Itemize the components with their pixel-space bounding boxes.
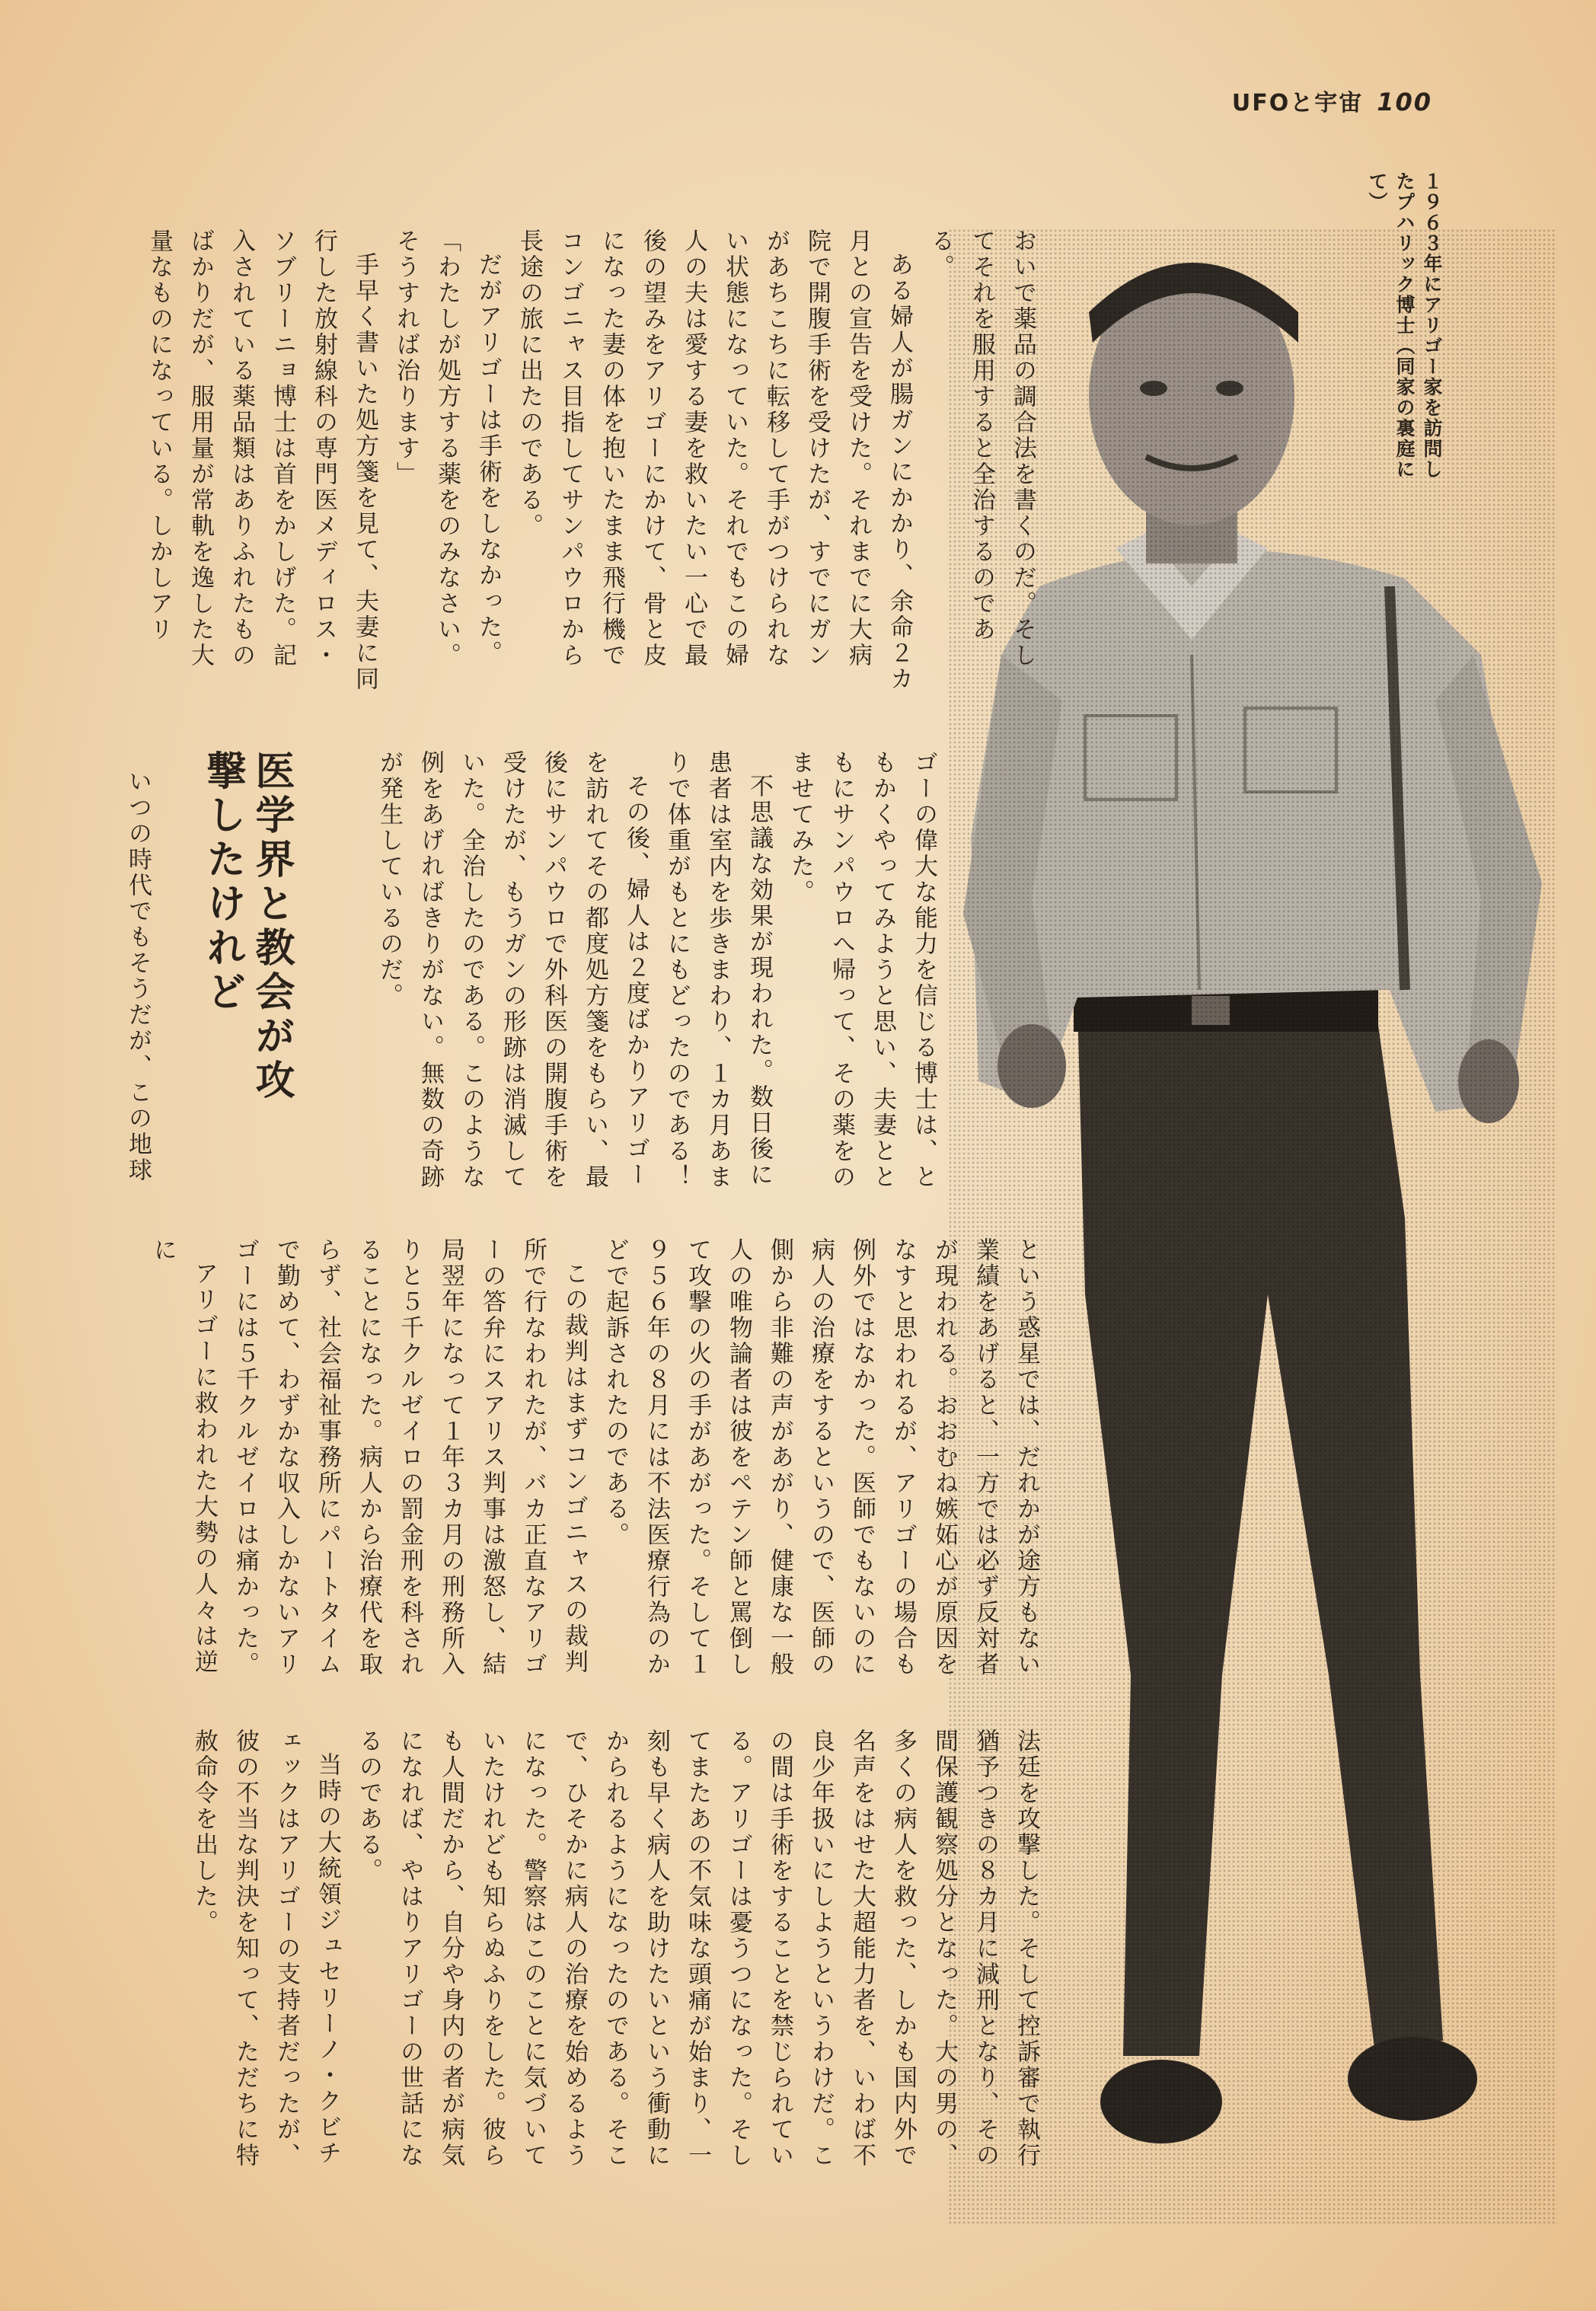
paragraph: アリゴーに救われた大勢の人々は逆に (149, 1237, 218, 1675)
paragraph: 手早く書いた処方箋を見て、夫妻に同行した放射線科の専門医メディロス・ソブリーニョ博士は首をかしげた。記入されている薬品類はありふれたものばかりだが、服用量が常軌を逸した大量なものになっている。しかしアリ (145, 228, 378, 692)
photo-caption: １９６３年にアリゴー家を訪問したプハリック博士（同家の裏庭にて） (1366, 171, 1443, 480)
page-header (1232, 84, 1432, 117)
page-number: 100 (1377, 88, 1432, 117)
lower-left-intro (113, 769, 158, 1211)
paragraph: ゴーの偉大な能力を信じる博士は、ともかくやってみようと思い、夫妻とともにサンパウロへ帰って、その薬をのませてみた。 (787, 750, 937, 1190)
magazine-title: UFOと宇宙 (1231, 90, 1364, 117)
paragraph: おいで薬品の調合法を書くのだ。そしてそれを服用すると全治するのである。 (927, 228, 1036, 669)
upper-left-text-block (114, 228, 1043, 693)
quote: 「わたしが処方する薬をのみなさい。そうすれば治ります」 (392, 228, 461, 669)
paragraph: その後、婦人は２度ばかりアリゴーを訪れてその都度処方箋をもらい、最後にサンパウロで外科医の開腹手術を受けたが、もうガンの形跡は消滅していた。全治したのである。このような例をあげればきりがない。無数の奇跡が発生しているのだ。 (375, 750, 650, 1190)
paragraph: 法廷を攻撃した。そして控訴審で執行猶予つきの８カ月に減刑となり、その間保護観察処分となった。大の男の、多くの病人を救った、しかも国内外で名声をはせた大超能力者を、いわば不良少年扱いにしようというわけだ。この間は手術をすることを禁じられている。アリゴーは憂うつになった。そしてまたあの不気味な頭痛が始まり、一刻も早く病人を助けたいという衝動にかられるようになったのである。そこで、ひそかに病人の治療を始めるようになった。警察はこのことに気づいていたけれども知らぬふりをした。彼らも人間だから、自分や身内の者が病気になれば、やはりアリゴーの世話になるのである。 (355, 1728, 1040, 2169)
upper-mid-text-block (335, 750, 944, 1199)
section-heading: 医学界と教会が攻撃したけれど (200, 750, 294, 1103)
paragraph: ある婦人が腸ガンにかかり、余命２カ月との宣告を受けた。それまでに大病院で開腹手術を受けたが、すでにガンがあちこちに転移して手がつけられない状態になっていた。それでもこの婦人の夫は愛する妻を救いたい一心で最後の望みをアリゴーにかけて、骨と皮になった妻の体を抱いたまま飛行機でコンゴニャス目指してサンパウロから長途の旅に出たのである。 (516, 228, 913, 692)
lower-right-text-block (114, 1728, 1047, 2185)
lower-mid-text-block (114, 1237, 1047, 1694)
paragraph: 不思議な効果が現われた。数日後に患者は室内を歩きまわり、１カ月あまりで体重がもとにもどったのである！ (663, 750, 773, 1190)
paragraph: この裁判はまずコンゴニャスの裁判所で行なわれたが、バカ正直なアリゴーの答弁にスアリス判事は激怒し、結局翌年になって１年３カ月の刑務所入りと５千クルゼイロの罰金刑を科されることになった。病人から治療代を取らず、社会福祉事務所にパートタイムで勤めて、わずかな収入しかないアリゴーには５千クルゼイロは痛かった。 (231, 1237, 588, 1677)
paragraph: という惑星では、だれかが途方もない業績をあげると、一方では必ず反対者が現われる。おおむね嫉妬心が原因をなすと思われるが、アリゴーの場合も例外ではなかった。医師でもないのに病人の治療をするというので、医師の側から非難の声があがり、健康な一般人の唯物論者は彼をペテン師と罵倒して攻撃の火の手があがった。そして１９５６年の８月には不法医療行為のかどで起訴されたのである。 (602, 1237, 1040, 1677)
paragraph: 当時の大統領ジュセリーノ・クビチェックはアリゴーの支持者だったが、彼の不当な判決を知って、ただちに特赦命令を出した。 (190, 1728, 341, 2169)
paragraph: だがアリゴーは手術をしなかった。 (474, 252, 502, 666)
paragraph: いつの時代でもそうだが、この地球 (124, 769, 152, 1183)
